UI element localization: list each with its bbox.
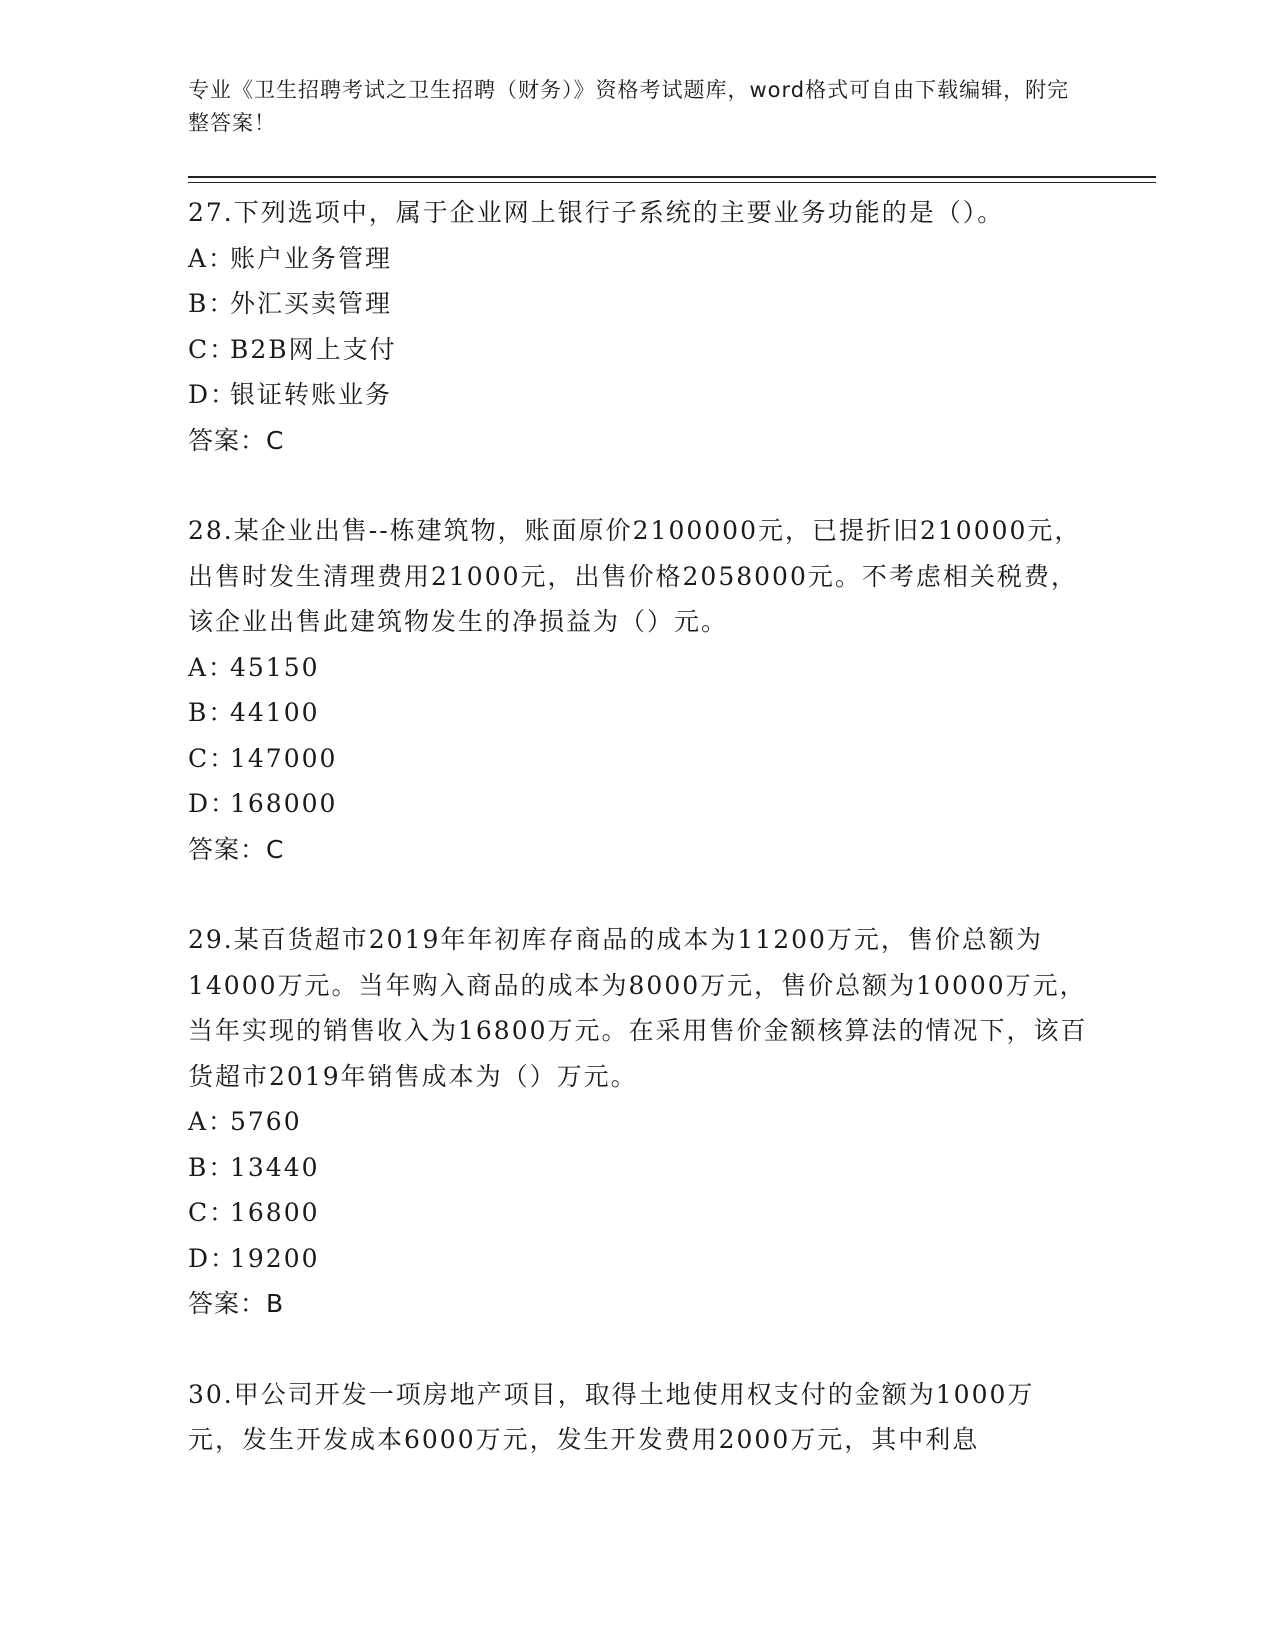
- answer-line: 答案：B: [188, 1289, 285, 1318]
- option-text: B2B网上支付: [230, 334, 397, 364]
- option-letter: D：: [188, 1243, 238, 1273]
- option-d: [188, 781, 1088, 827]
- question-28: [188, 508, 1088, 872]
- option-letter: C：: [188, 1198, 237, 1227]
- option-a: [188, 645, 1088, 691]
- option-text: 44100: [230, 698, 320, 727]
- option-letter: B：: [188, 698, 236, 727]
- option-text: 外汇买卖管理: [230, 289, 393, 318]
- option-text: 147000: [230, 743, 338, 773]
- option-a: [188, 236, 1088, 282]
- option-d: [188, 1236, 1088, 1282]
- option-letter: A：: [188, 1107, 236, 1136]
- option-text: 16800: [230, 1198, 320, 1227]
- option-letter: C：: [188, 334, 237, 364]
- option-d: [188, 372, 1088, 418]
- option-text: 45150: [230, 652, 320, 682]
- header-divider-thin: [188, 182, 1156, 183]
- option-b: [188, 281, 1088, 327]
- option-a: [188, 1099, 1088, 1145]
- option-c: [188, 1190, 1088, 1236]
- question-text: 30.甲公司开发一项房地产项目，取得土地使用权支付的金额为1000万元，发生开发成本6000万元，发生开发费用2000万元，其中利息: [188, 1379, 1035, 1454]
- question-text: 28.某企业出售--栋建筑物，账面原价2100000元，已提折旧210000元，出售时发生清理费用21000元，出售价格2058000元。不考虑相关税费，该企业出售此建筑物发生的净损益为（）元。: [188, 516, 1082, 636]
- question-text: 27.下列选项中，属于企业网上银行子系统的主要业务功能的是（）。: [188, 198, 1005, 227]
- option-c: [188, 736, 1088, 782]
- option-b: [188, 1145, 1088, 1191]
- option-letter: C：: [188, 743, 237, 773]
- header-divider-thick: [188, 176, 1156, 178]
- option-letter: A：: [188, 652, 236, 682]
- option-letter: B：: [188, 289, 236, 318]
- option-letter: B：: [188, 1152, 236, 1182]
- option-c: [188, 327, 1088, 373]
- option-text: 13440: [230, 1152, 320, 1182]
- answer-line: 答案：C: [188, 834, 285, 864]
- answer-line: 答案：C: [188, 425, 285, 455]
- option-letter: D：: [188, 789, 238, 818]
- document-header: 专业《卫生招聘考试之卫生招聘（财务）》资格考试题库，word格式可自由下载编辑，附完整答案！: [188, 78, 1070, 135]
- question-29: [188, 917, 1088, 1327]
- question-text: 29.某百货超市2019年年初库存商品的成本为11200万元，售价总额为14000万元。当年购入商品的成本为8000万元，售价总额为10000万元，当年实现的销售收入为16800万元。在采用售价金额核算法的情况下，该百货超市2019年销售成本为（）万元。: [188, 925, 1088, 1091]
- option-text: 银证转账业务: [230, 380, 393, 409]
- option-b: [188, 690, 1088, 736]
- option-letter: D：: [188, 380, 238, 409]
- option-text: 168000: [230, 789, 338, 818]
- question-list: [188, 190, 1088, 1508]
- option-text: 5760: [230, 1107, 302, 1136]
- question-27: [188, 190, 1088, 463]
- option-letter: A：: [188, 243, 236, 273]
- option-text: 19200: [230, 1243, 320, 1273]
- option-text: 账户业务管理: [230, 243, 393, 273]
- question-30: [188, 1372, 1088, 1463]
